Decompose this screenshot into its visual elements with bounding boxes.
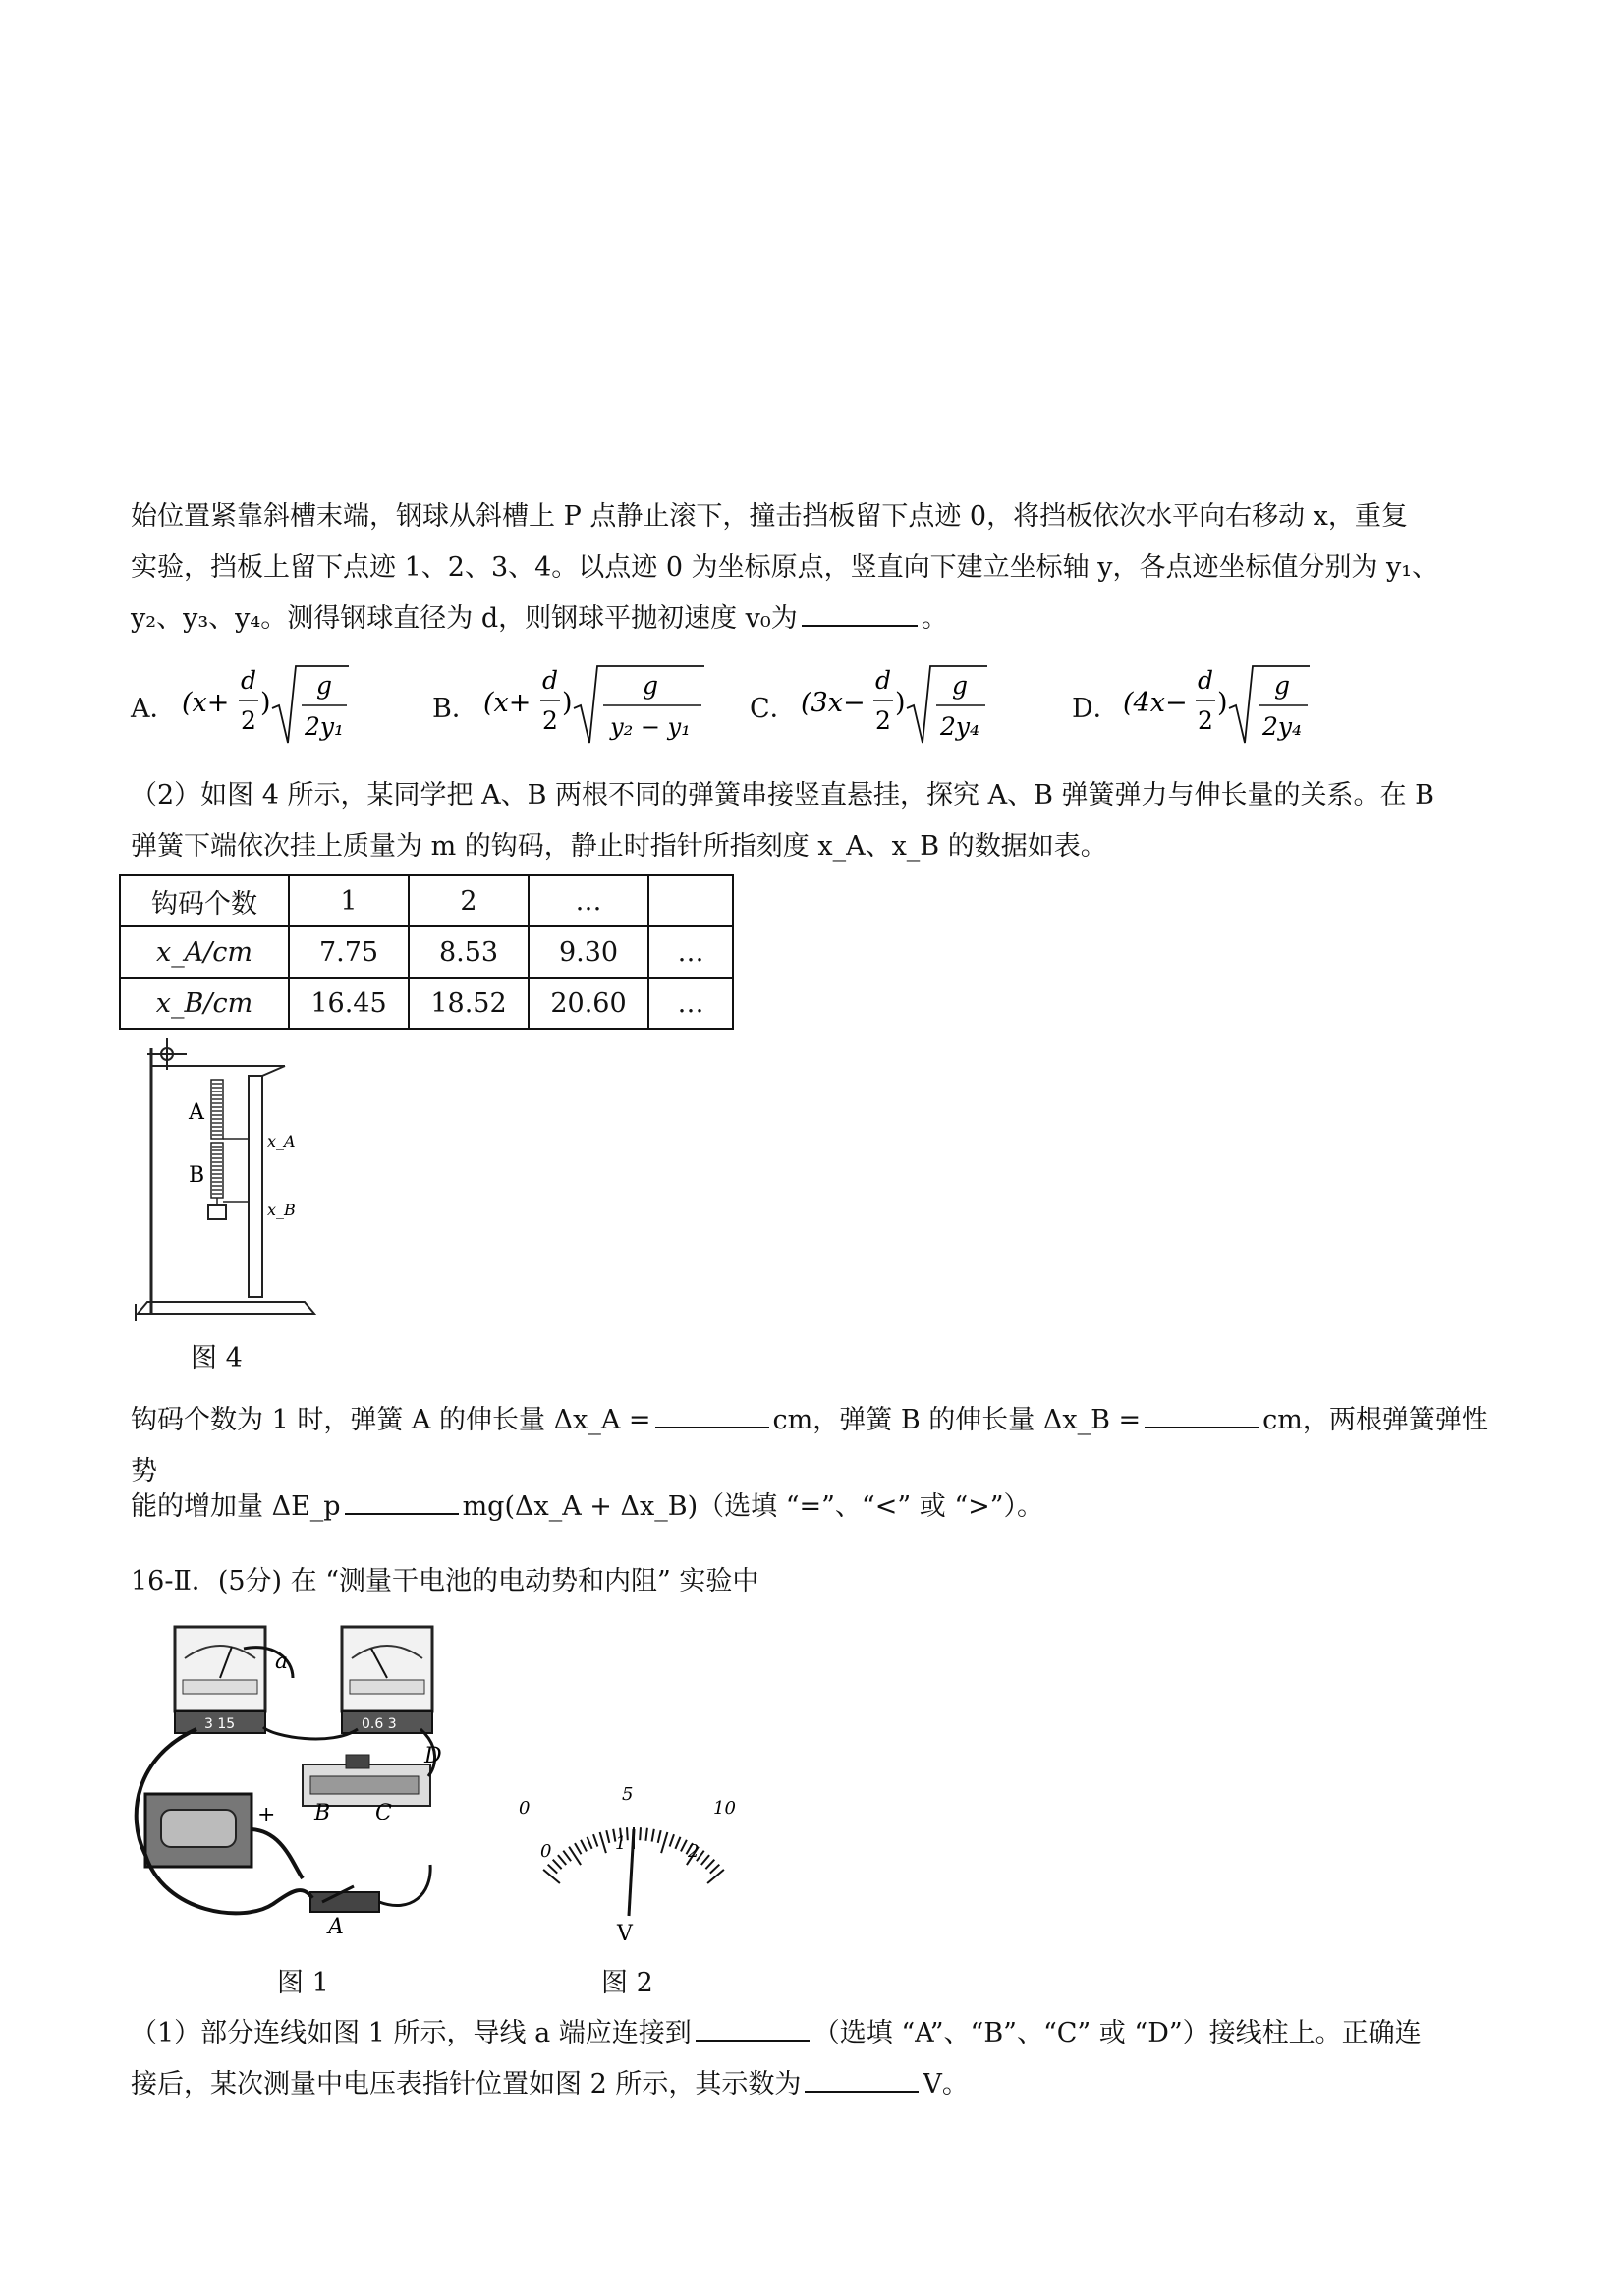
formula-den: 2 — [1198, 706, 1213, 735]
figure-1-circuit — [126, 1619, 450, 1943]
answer-blank-voltage[interactable] — [805, 2061, 919, 2093]
outer-tick-label: 0 — [519, 1798, 531, 1819]
dial-tick — [600, 1832, 606, 1853]
formula-rad-num: g — [951, 671, 969, 700]
table-cell: x_A/cm — [120, 926, 289, 978]
option-b[interactable] — [432, 654, 727, 753]
choice-options — [131, 654, 1506, 753]
outer-tick-label: 10 — [713, 1798, 736, 1819]
formula-rad-den: 2y₁ — [304, 712, 345, 741]
label-terminal-d: D — [424, 1744, 442, 1768]
dial-tick — [558, 1855, 566, 1865]
table-cell: 20.60 — [529, 978, 648, 1029]
q15-line-3 — [131, 593, 1506, 644]
answer-blank-terminal[interactable] — [696, 2010, 810, 2042]
label-terminal-a: A — [328, 1915, 344, 1939]
text-segment: （1）部分连线如图 1 所示，导线 a 端应连接到 — [131, 2018, 692, 2048]
voltmeter-needle — [629, 1829, 634, 1916]
q15-part2-line-2: 弹簧下端依次挂上质量为 m 的钩码，静止时指针所指刻度 x_A、x_B 的数据如表。 — [131, 831, 1107, 862]
dial-tick — [661, 1832, 667, 1853]
q15-line-2: 实验，挡板上留下点迹 1、2、3、4。以点迹 0 为坐标原点，竖直向下建立坐标轴 y，各点迹坐标值分别为 y₁、 — [131, 552, 1439, 583]
label-spring-a: A — [189, 1100, 204, 1125]
text-segment: V。 — [923, 2069, 969, 2100]
formula-den: 2 — [241, 706, 256, 735]
svg-text:): ) — [260, 688, 271, 718]
dial-tick — [581, 1840, 587, 1852]
formula-den: 2 — [875, 706, 891, 735]
dial-tick — [640, 1827, 641, 1840]
formula-coef: (4x− — [1123, 688, 1188, 718]
table-cell: 7.75 — [289, 926, 409, 978]
svg-text:): ) — [1217, 688, 1228, 718]
option-d[interactable] — [1072, 654, 1386, 753]
answer-blank-compare[interactable] — [345, 1484, 459, 1515]
dial-tick — [701, 1855, 709, 1865]
svg-text:): ) — [895, 688, 906, 718]
text-segment: （选填 “A”、“B”、“C” 或 “D”）接线柱上。正确连 — [812, 2018, 1422, 2048]
table-cell: 9.30 — [529, 926, 648, 978]
formula-c — [801, 654, 1036, 753]
q15-part2-line-1: （2）如图 4 所示，某同学把 A、B 两根不同的弹簧串接竖直悬挂，探究 A、B 弹簧弹力与伸长量的关系。在 B — [131, 780, 1434, 811]
table-header-row — [120, 875, 733, 926]
option-c[interactable] — [750, 654, 1044, 753]
text-segment: 钩码个数为 1 时，弹簧 A 的伸长量 Δx_A = — [131, 1405, 651, 1435]
formula-a — [182, 654, 398, 753]
table-cell: … — [648, 978, 733, 1029]
text-segment: cm，弹簧 B 的伸长量 Δx_B = — [772, 1405, 1142, 1435]
formula-coef: (x+ — [483, 688, 532, 718]
formula-rad-num: g — [315, 671, 333, 700]
label-terminal-c: C — [375, 1801, 392, 1825]
figure-1-caption: 图 1 — [277, 1968, 329, 1998]
dial-tick — [645, 1828, 647, 1841]
table-header-cell: 2 — [409, 875, 529, 926]
formula-rad-num: g — [642, 671, 659, 700]
table-header-cell — [648, 875, 733, 926]
label-xa: x_A — [267, 1132, 296, 1150]
dial-tick — [658, 1830, 661, 1843]
svg-text:): ) — [562, 688, 573, 718]
table-cell: 8.53 — [409, 926, 529, 978]
table-header-cell: … — [529, 875, 648, 926]
formula-rad-den: 2y₄ — [1261, 712, 1303, 741]
q15-line-1: 始位置紧靠斜槽末端，钢球从斜槽上 P 点静止滚下，撞击挡板留下点迹 0，将挡板依次水平向右移动 x，重复 — [131, 501, 1408, 532]
option-a[interactable] — [131, 654, 416, 753]
dial-tick — [707, 1870, 724, 1883]
dial-tick — [563, 1851, 571, 1862]
q16-part1-line-2 — [131, 2059, 1506, 2110]
text-segment: mg(Δx_A + Δx_B)（选填 “=”、“<” 或 “>”）。 — [462, 1491, 1044, 1522]
label-plus: + — [257, 1803, 276, 1827]
formula-coef: (x+ — [182, 688, 230, 718]
text-segment: 能的增加量 ΔE_p — [131, 1491, 341, 1522]
option-label: A． — [131, 694, 177, 724]
table-header-cell: 1 — [289, 875, 409, 926]
formula-num: d — [874, 666, 892, 695]
label-spring-b: B — [189, 1163, 205, 1188]
figure-2-voltmeter-dial — [511, 1778, 756, 1945]
q15-line-3-end: 。 — [921, 603, 948, 634]
formula-num: d — [240, 666, 257, 695]
spring-data-table — [119, 874, 734, 1030]
table-header-cell: 钩码个数 — [120, 875, 289, 926]
option-label: C． — [750, 694, 797, 724]
inner-tick-label: 2 — [688, 1841, 700, 1862]
ammeter-scale-label: 0.6 3 — [362, 1716, 397, 1732]
label-terminal-b: B — [314, 1801, 331, 1825]
label-xb: x_B — [267, 1201, 296, 1219]
outer-tick-label: 5 — [622, 1784, 634, 1805]
q16-title: 16-Ⅱ．(5分) 在 “测量干电池的电动势和内阻” 实验中 — [131, 1566, 759, 1596]
formula-num: d — [541, 666, 559, 695]
table-cell: 16.45 — [289, 978, 409, 1029]
option-label: D． — [1072, 694, 1120, 724]
option-label: B． — [432, 694, 478, 724]
dial-tick — [553, 1860, 562, 1870]
answer-blank-dxb[interactable] — [1145, 1397, 1259, 1428]
table-cell: x_B/cm — [120, 978, 289, 1029]
formula-rad-num: g — [1273, 671, 1291, 700]
dial-tick — [705, 1860, 714, 1870]
dial-tick — [652, 1829, 654, 1842]
q16-part1-line-1 — [131, 2008, 1506, 2059]
voltmeter-scale-label: 3 15 — [204, 1716, 236, 1732]
formula-d — [1123, 654, 1359, 753]
table-row — [120, 926, 733, 978]
dial-tick — [710, 1865, 720, 1874]
inner-tick-label: 1 — [615, 1833, 627, 1854]
dial-tick — [627, 1827, 628, 1840]
dial-tick — [681, 1840, 687, 1852]
table-cell: … — [648, 926, 733, 978]
q15-line-3-text: y₂、y₃、y₄。测得钢球直径为 d，则钢球平抛初速度 v₀为 — [131, 603, 798, 634]
formula-rad-den: y₂ − y₁ — [610, 713, 691, 741]
answer-blank-dxa[interactable] — [655, 1397, 769, 1428]
inner-tick-label: 0 — [540, 1841, 552, 1862]
figure-2-caption: 图 2 — [601, 1968, 653, 1998]
dial-tick — [670, 1834, 674, 1846]
table-cell: 18.52 — [409, 978, 529, 1029]
text-segment: cm，两根弹簧弹性势 — [131, 1405, 1488, 1486]
dial-tick — [606, 1830, 609, 1843]
formula-den: 2 — [542, 706, 558, 735]
answer-blank-v0[interactable] — [802, 595, 918, 627]
dial-tick — [543, 1870, 560, 1883]
dial-tick — [675, 1837, 680, 1849]
label-wire-a: a — [275, 1650, 289, 1674]
dial-unit: V — [617, 1922, 633, 1945]
formula-rad-den: 2y₄ — [939, 712, 980, 741]
dial-tick — [588, 1837, 592, 1849]
q15-after-line-2 — [131, 1482, 1506, 1533]
formula-coef: (3x− — [801, 688, 866, 718]
dial-tick — [575, 1843, 582, 1854]
table-row — [120, 978, 733, 1029]
dial-tick — [548, 1865, 558, 1874]
dial-tick — [593, 1834, 597, 1846]
formula-num: d — [1197, 666, 1214, 695]
figure-4-caption: 图 4 — [191, 1343, 243, 1373]
formula-b — [483, 654, 719, 753]
figure-4-spring-apparatus — [128, 1036, 324, 1331]
text-segment: 接后，某次测量中电压表指针位置如图 2 所示，其示数为 — [131, 2069, 802, 2100]
